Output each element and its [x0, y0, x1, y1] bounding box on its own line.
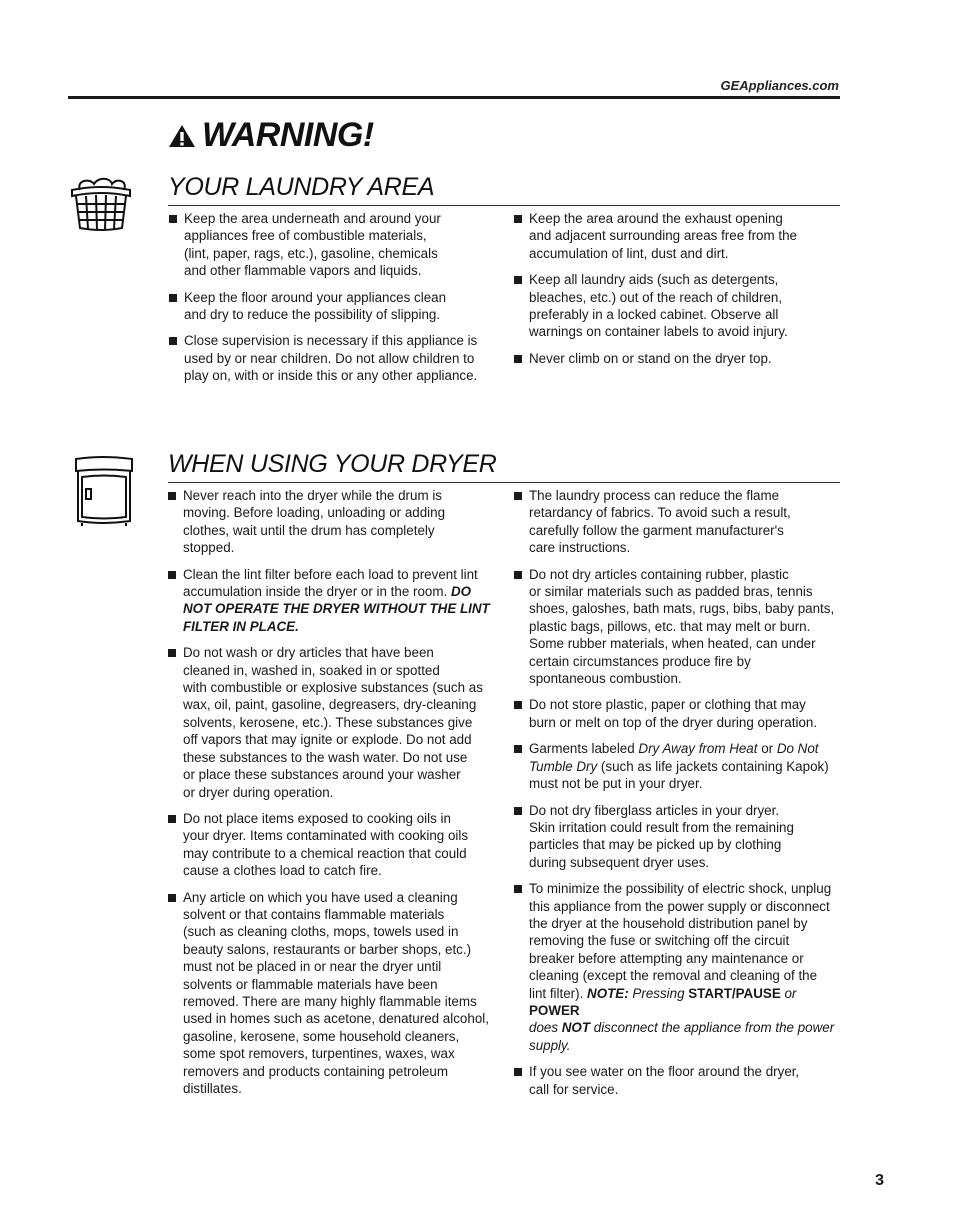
list-item: Close supervision is necessary if this appliance is used by or near children. Do not allow children to play on, with or inside this or any other appliance. [169, 332, 499, 384]
warning-triangle-icon [168, 123, 196, 149]
laundry-section-title: YOUR LAUNDRY AREA [168, 173, 435, 201]
list-item: Clean the lint filter before each load to prevent lint accumulation inside the dryer or in the room. DO NOT OPERATE THE DRYER WITHOUT THE LINT FILTER IN PLACE. [168, 566, 503, 636]
list-item: Keep the floor around your appliances clean and dry to reduce the possibility of slipping. [169, 289, 499, 324]
warning-heading [168, 116, 374, 155]
laundry-section-rule [168, 205, 840, 206]
list-item: Never climb on or stand on the dryer top. [514, 350, 844, 367]
dryer-icon [72, 453, 136, 527]
list-item: To minimize the possibility of electric shock, unplug this appliance from the power supply or disconnect the dryer at the household distribution panel by removing the fuse or switching off the circuit breaker before attempting any maintenance or cleaning (except the removal and cleaning of the lint filter). NOTE: Pressing START/PAUSE or POWER does NOT disconnect the appliance from the power supply. [514, 880, 849, 1054]
laundry-right-column [514, 210, 844, 376]
list-item: Do not store plastic, paper or clothing that may burn or melt on top of the dryer during operation. [514, 696, 849, 731]
list-item: Keep the area underneath and around your appliances free of combustible materials, (lint, paper, rags, etc.), gasoline, chemicals and other flammable vapors and liquids. [169, 210, 499, 280]
dryer-left-column [168, 487, 503, 1106]
list-item: The laundry process can reduce the flame retardancy of fabrics. To avoid such a result, carefully follow the garment manufacturer's care instructions. [514, 487, 849, 557]
list-item: Any article on which you have used a cleaning solvent or that contains flammable materials (such as cleaning cloths, mops, towels used in beauty salons, restaurants or barber shops, etc.) must not be placed in or near the dryer until solvents or flammable materials have been removed. There are many highly flammable items used in homes such as acetone, denatured alcohol, gasoline, kerosene, some household cleaners, some spot removers, turpentines, waxes, wax removers and products containing petroleum distillates. [168, 889, 503, 1098]
list-item: Do not dry articles containing rubber, plastic or similar materials such as padded bras, tennis shoes, galoshes, bath mats, rugs, bibs, baby pants, plastic bags, pillows, etc. that may melt or burn. Some rubber materials, when heated, can under certain circumstances produce fire by spontaneous combustion. [514, 566, 849, 688]
warning-title: WARNING! [202, 116, 374, 154]
list-item: Garments labeled Dry Away from Heat or Do Not Tumble Dry (such as life jackets containing Kapok) must not be put in your dryer. [514, 740, 849, 792]
dryer-right-column [514, 487, 849, 1107]
list-item: Do not place items exposed to cooking oils in your dryer. Items contaminated with cooking oils may contribute to a chemical reaction that could cause a clothes load to catch fire. [168, 810, 503, 880]
list-item: Do not wash or dry articles that have been cleaned in, washed in, soaked in or spotted with combustible or explosive substances (such as wax, oil, paint, gasoline, degreasers, dry-cleaning solvents, kerosene, etc.). These substances give off vapors that may ignite or explode. Do not add these substances to the wash water. Do not use or place these substances around your washer or dryer during operation. [168, 644, 503, 801]
dryer-section-title: WHEN USING YOUR DRYER [168, 450, 497, 478]
top-rule [68, 96, 840, 99]
list-item: Do not dry fiberglass articles in your dryer. Skin irritation could result from the remaining particles that may be picked up by clothing during subsequent dryer uses. [514, 802, 849, 872]
list-item: Keep all laundry aids (such as detergents, bleaches, etc.) out of the reach of children, preferably in a locked cabinet. Observe all warnings on container labels to avoid injury. [514, 271, 844, 341]
list-item: If you see water on the floor around the dryer, call for service. [514, 1063, 849, 1098]
laundry-basket-icon [68, 176, 134, 232]
site-url: GEAppliances.com [720, 78, 839, 93]
list-item: Keep the area around the exhaust opening and adjacent surrounding areas free from the accumulation of lint, dust and dirt. [514, 210, 844, 262]
list-item: Never reach into the dryer while the drum is moving. Before loading, unloading or adding clothes, wait until the drum has completely stopped. [168, 487, 503, 557]
dryer-section-rule [168, 482, 840, 483]
laundry-left-column [169, 210, 499, 394]
page-number: 3 [875, 1172, 884, 1189]
